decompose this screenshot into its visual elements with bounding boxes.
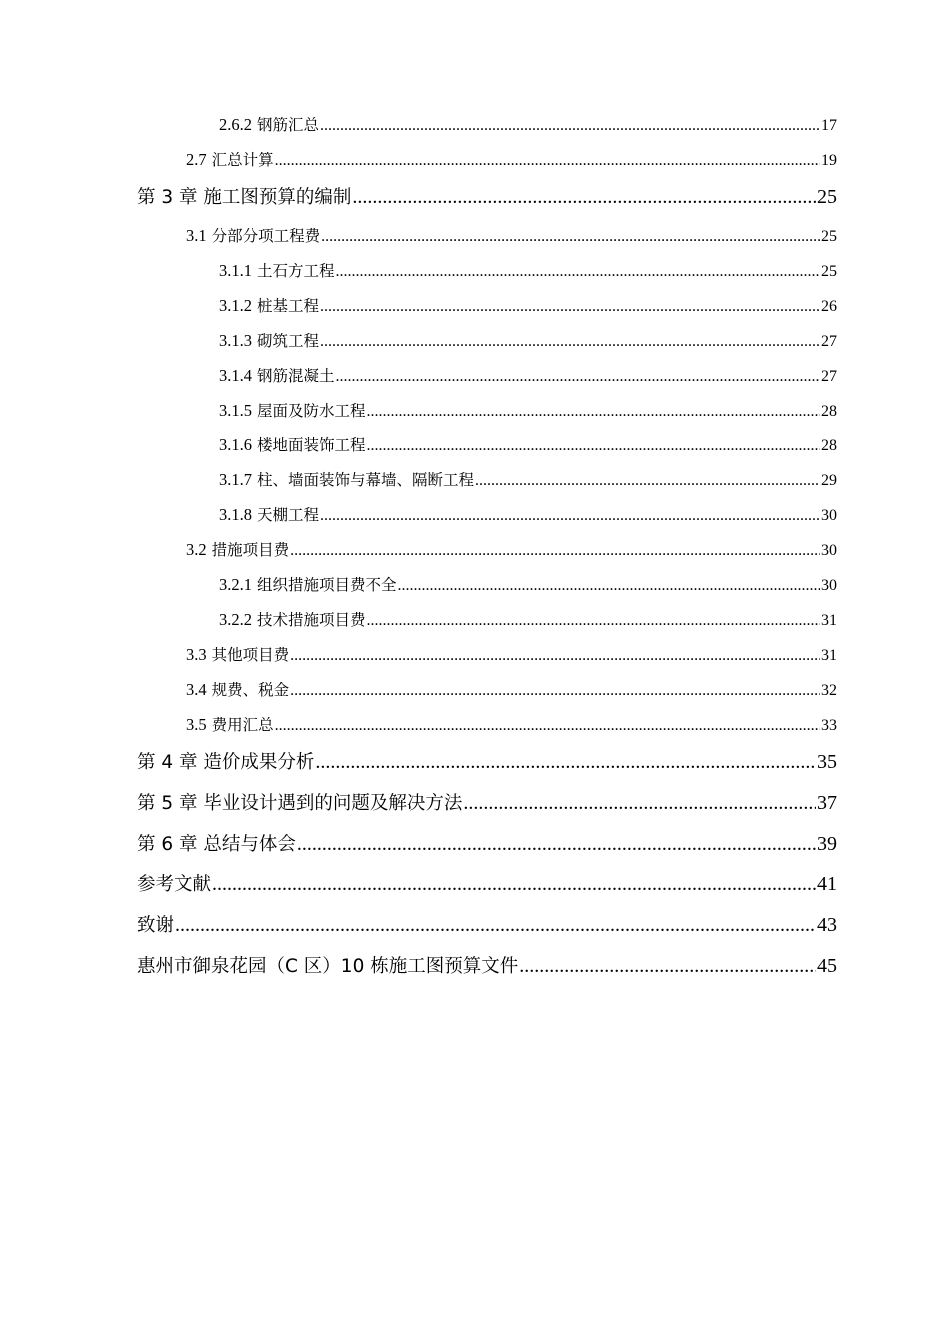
toc-entry-label: 第 6 章 总结与体会 [137,834,296,855]
toc-entry-label: 3.2 措施项目费 [186,540,290,559]
toc-entry-3-2-2[interactable] [219,609,837,632]
toc-page-number: 35 [817,751,837,773]
toc-page-number: 31 [821,647,837,664]
toc-page-number: 29 [821,472,837,489]
dot-leader [275,150,820,172]
toc-entry-label: 惠州市御泉花园（C 区）10 栋施工图预算文件 [137,956,519,977]
toc-page-number: 31 [821,612,837,629]
toc-entry-label: 3.3 其他项目费 [186,645,290,664]
dot-leader [175,912,816,938]
toc-entry-label: 3.2.1 组织措施项目费不全 [219,575,397,594]
toc-entry-label: 3.1.7 柱、墙面装饰与幕墙、隔断工程 [219,470,474,489]
dot-leader [290,680,820,702]
toc-page-number: 27 [821,368,837,385]
toc-entry-label: 3.1.3 砌筑工程 [219,331,319,350]
toc-page-number: 33 [821,717,837,734]
toc-entry-chapter-4[interactable] [137,749,837,776]
toc-entry-label: 致谢 [137,915,175,936]
dot-leader [290,645,820,667]
toc-entry-3-1-5[interactable] [219,400,837,423]
dot-leader [463,790,816,816]
dot-leader [366,435,820,457]
toc-entry-label: 3.1.2 桩基工程 [219,296,319,315]
dot-leader [366,610,820,632]
toc-entry-3-1-3[interactable] [219,330,837,353]
toc-page-number: 25 [821,263,837,280]
toc-entry-3-1-6[interactable] [219,434,837,457]
toc-entry-label: 参考文献 [137,874,212,895]
toc-entry-label: 3.1.1 土石方工程 [219,261,335,280]
toc-page-number: 26 [821,298,837,315]
toc-entry-chapter-6[interactable] [137,831,837,858]
toc-entry-label: 3.4 规费、税金 [186,680,290,699]
toc-entry-3-1-7[interactable] [219,469,837,492]
toc-page-number: 28 [821,437,837,454]
dot-leader [290,540,820,562]
toc-entry-label: 3.5 费用汇总 [186,715,274,734]
toc-page-number: 17 [821,117,837,134]
dot-leader [315,749,816,775]
dot-leader [475,470,820,492]
dot-leader [352,184,816,210]
toc-entry-budget-document[interactable] [137,953,837,980]
toc-page-number: 28 [821,403,837,420]
dot-leader [366,401,820,423]
toc-entry-label: 3.1.5 屋面及防水工程 [219,401,366,420]
dot-leader [212,871,816,897]
dot-leader [335,261,820,283]
toc-entry-2-6-2[interactable] [219,114,837,137]
toc-page-number: 32 [821,682,837,699]
toc-entry-label: 3.1 分部分项工程费 [186,226,321,245]
toc-page-number: 37 [817,792,837,814]
dot-leader [320,296,820,318]
toc-entry-label: 3.2.2 技术措施项目费 [219,610,366,629]
toc-entry-chapter-3[interactable] [137,184,837,211]
toc-entry-label: 2.6.2 钢筋汇总 [219,115,319,134]
toc-entry-3-1-2[interactable] [219,295,837,318]
dot-leader [275,715,820,737]
toc-entry-3-3[interactable] [186,644,837,667]
toc-page-number: 30 [821,577,837,594]
dot-leader [519,953,816,979]
toc-entry-2-7[interactable] [186,149,837,172]
toc-entry-3-1-1[interactable] [219,260,837,283]
toc-page-number: 39 [817,833,837,855]
toc-entry-label: 3.1.4 钢筋混凝土 [219,366,335,385]
toc-entry-3-5[interactable] [186,714,837,737]
dot-leader [335,366,820,388]
toc-entry-label: 3.1.8 天棚工程 [219,505,319,524]
dot-leader [321,226,820,248]
dot-leader [397,575,820,597]
toc-entry-3-4[interactable] [186,679,837,702]
toc-page-number: 25 [817,186,837,208]
toc-entry-label: 2.7 汇总计算 [186,150,274,169]
toc-page-number: 27 [821,333,837,350]
toc-entry-3-1[interactable] [186,225,837,248]
toc-page-number: 41 [817,873,837,895]
toc-entry-label: 第 3 章 施工图预算的编制 [137,187,352,208]
toc-page-number: 43 [817,914,837,936]
toc-entry-3-2-1[interactable] [219,574,837,597]
toc-page-number: 19 [821,152,837,169]
toc-entry-3-1-4[interactable] [219,365,837,388]
dot-leader [297,831,816,857]
toc-entry-label: 3.1.6 楼地面装饰工程 [219,435,366,454]
dot-leader [320,115,820,137]
toc-entry-3-2[interactable] [186,539,837,562]
toc-entry-label: 第 5 章 毕业设计遇到的问题及解决方法 [137,793,463,814]
toc-entry-label: 第 4 章 造价成果分析 [137,752,315,773]
toc-entry-acknowledgements[interactable] [137,912,837,939]
dot-leader [320,505,820,527]
toc-entry-references[interactable] [137,871,837,898]
toc-page-number: 30 [821,507,837,524]
toc-entry-chapter-5[interactable] [137,790,837,817]
toc-entry-3-1-8[interactable] [219,504,837,527]
toc-page-number: 45 [817,955,837,977]
dot-leader [320,331,820,353]
toc-page-number: 25 [821,228,837,245]
toc-page-number: 30 [821,542,837,559]
